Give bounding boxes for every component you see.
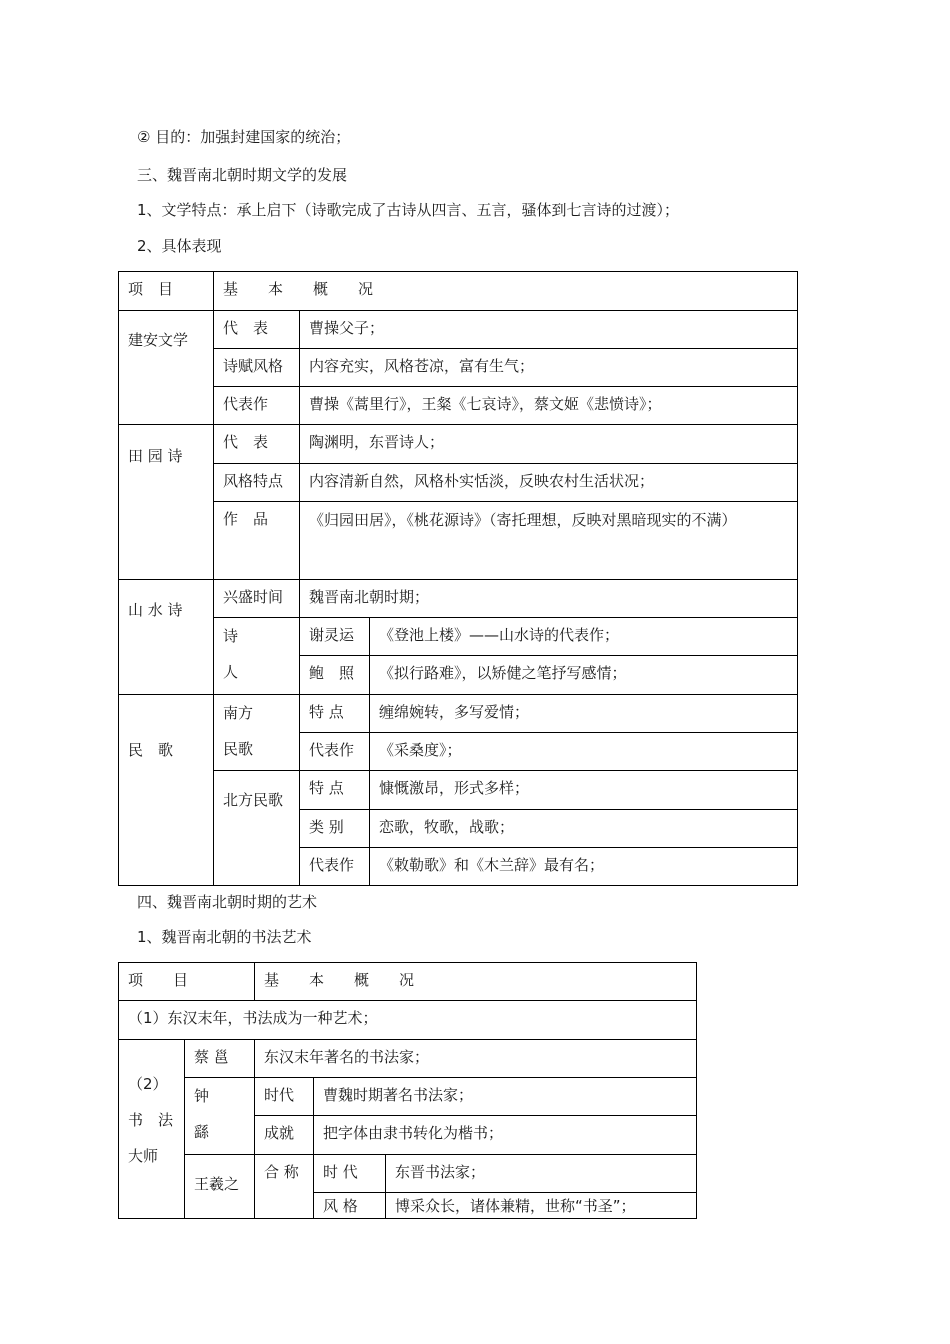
header-basic: 基 本 概 况	[214, 272, 798, 311]
row-value: 曹操父子；	[300, 311, 798, 349]
row-label: 诗赋风格	[214, 349, 300, 387]
row-value-works: 《归园田居》，《桃花源诗》（寄托理想，反映对黑暗现实的不满）	[300, 502, 798, 580]
category-jianan: 建安文学	[119, 311, 214, 425]
header-item: 项 目	[119, 963, 255, 1001]
row-label: 时 代	[314, 1155, 386, 1193]
text-line-literature-features: 1、文学特点：承上启下（诗歌完成了古诗从四言、五言，骚体到七言诗的过渡）；	[137, 201, 680, 219]
row-value: 博采众长，诸体兼精，世称“书圣”；	[386, 1193, 697, 1219]
category-minge: 民 歌	[119, 695, 214, 886]
label-south-folk-songs: 南方 民歌	[214, 695, 300, 771]
row-label: 类 别	[300, 810, 370, 848]
row-label: 代 表	[214, 425, 300, 464]
row-value: 东汉末年著名的书法家；	[255, 1040, 697, 1078]
label-north-folk-songs: 北方民歌	[214, 771, 300, 886]
row-label: 代表作	[300, 733, 370, 771]
text-line-calligraphy: 1、魏晋南北朝的书法艺术	[137, 928, 312, 946]
row-value: 曹操《蒿里行》，王粲《七哀诗》，蔡文姬《悲愤诗》；	[300, 387, 798, 425]
master-name-wangxizhi: 王羲之	[185, 1155, 255, 1219]
poet-work: 《拟行路难》，以矫健之笔抒写感情；	[370, 656, 798, 695]
section-heading-art: 四、魏晋南北朝时期的艺术	[137, 893, 318, 911]
row-value: 内容充实，风格苍凉，富有生气；	[300, 349, 798, 387]
calligraphy-table	[118, 962, 697, 1219]
section-heading-literature: 三、魏晋南北朝时期文学的发展	[137, 166, 348, 184]
row-value: 东晋书法家；	[386, 1155, 697, 1193]
row-label: 风 格	[314, 1193, 386, 1219]
header-item: 项 目	[119, 272, 214, 311]
poet-name: 谢灵运	[300, 618, 370, 656]
category-tianyuan: 田 园 诗	[119, 425, 214, 580]
row-label: 特 点	[300, 771, 370, 810]
row-value: 曹魏时期著名书法家；	[314, 1078, 697, 1116]
row-label: 风格特点	[214, 464, 300, 502]
row-label: 作 品	[214, 502, 300, 580]
row-value: 《采桑度》；	[370, 733, 798, 771]
row-value: 缠绵婉转，多写爱情；	[370, 695, 798, 733]
text-line-specific-performance: 2、具体表现	[137, 237, 222, 255]
row-calligraphy-origin: （1）东汉末年，书法成为一种艺术；	[119, 1001, 697, 1040]
label-combined: 合 称	[255, 1155, 314, 1219]
row-value: 魏晋南北朝时期；	[300, 580, 798, 618]
row-label: 代表作	[214, 387, 300, 425]
row-label: 兴盛时间	[214, 580, 300, 618]
label-poets: 诗 人	[214, 618, 300, 695]
category-shanshui: 山 水 诗	[119, 580, 214, 695]
row-label: 特 点	[300, 695, 370, 733]
row-value: 《敕勒歌》和《木兰辞》最有名；	[370, 848, 798, 886]
row-label: 代 表	[214, 311, 300, 349]
row-label: 代表作	[300, 848, 370, 886]
row-label: 时代	[255, 1078, 314, 1116]
master-name-caiyong: 蔡 邕	[185, 1040, 255, 1078]
row-value: 慷慨激昂，形式多样；	[370, 771, 798, 810]
header-basic: 基 本 概 况	[255, 963, 697, 1001]
literature-table	[118, 271, 798, 886]
label-calligraphy-masters: （2） 书 法 大师	[119, 1040, 185, 1219]
poet-name: 鲍 照	[300, 656, 370, 695]
row-value: 把字体由隶书转化为楷书；	[314, 1116, 697, 1155]
text-line-purpose: ② 目的：加强封建国家的统治；	[137, 128, 351, 146]
poet-work: 《登池上楼》——山水诗的代表作；	[370, 618, 798, 656]
master-name-zhongyao: 钟 繇	[185, 1078, 255, 1155]
row-value: 恋歌，牧歌，战歌；	[370, 810, 798, 848]
row-value: 陶渊明，东晋诗人；	[300, 425, 798, 464]
row-label: 成就	[255, 1116, 314, 1155]
row-value: 内容清新自然，风格朴实恬淡，反映农村生活状况；	[300, 464, 798, 502]
